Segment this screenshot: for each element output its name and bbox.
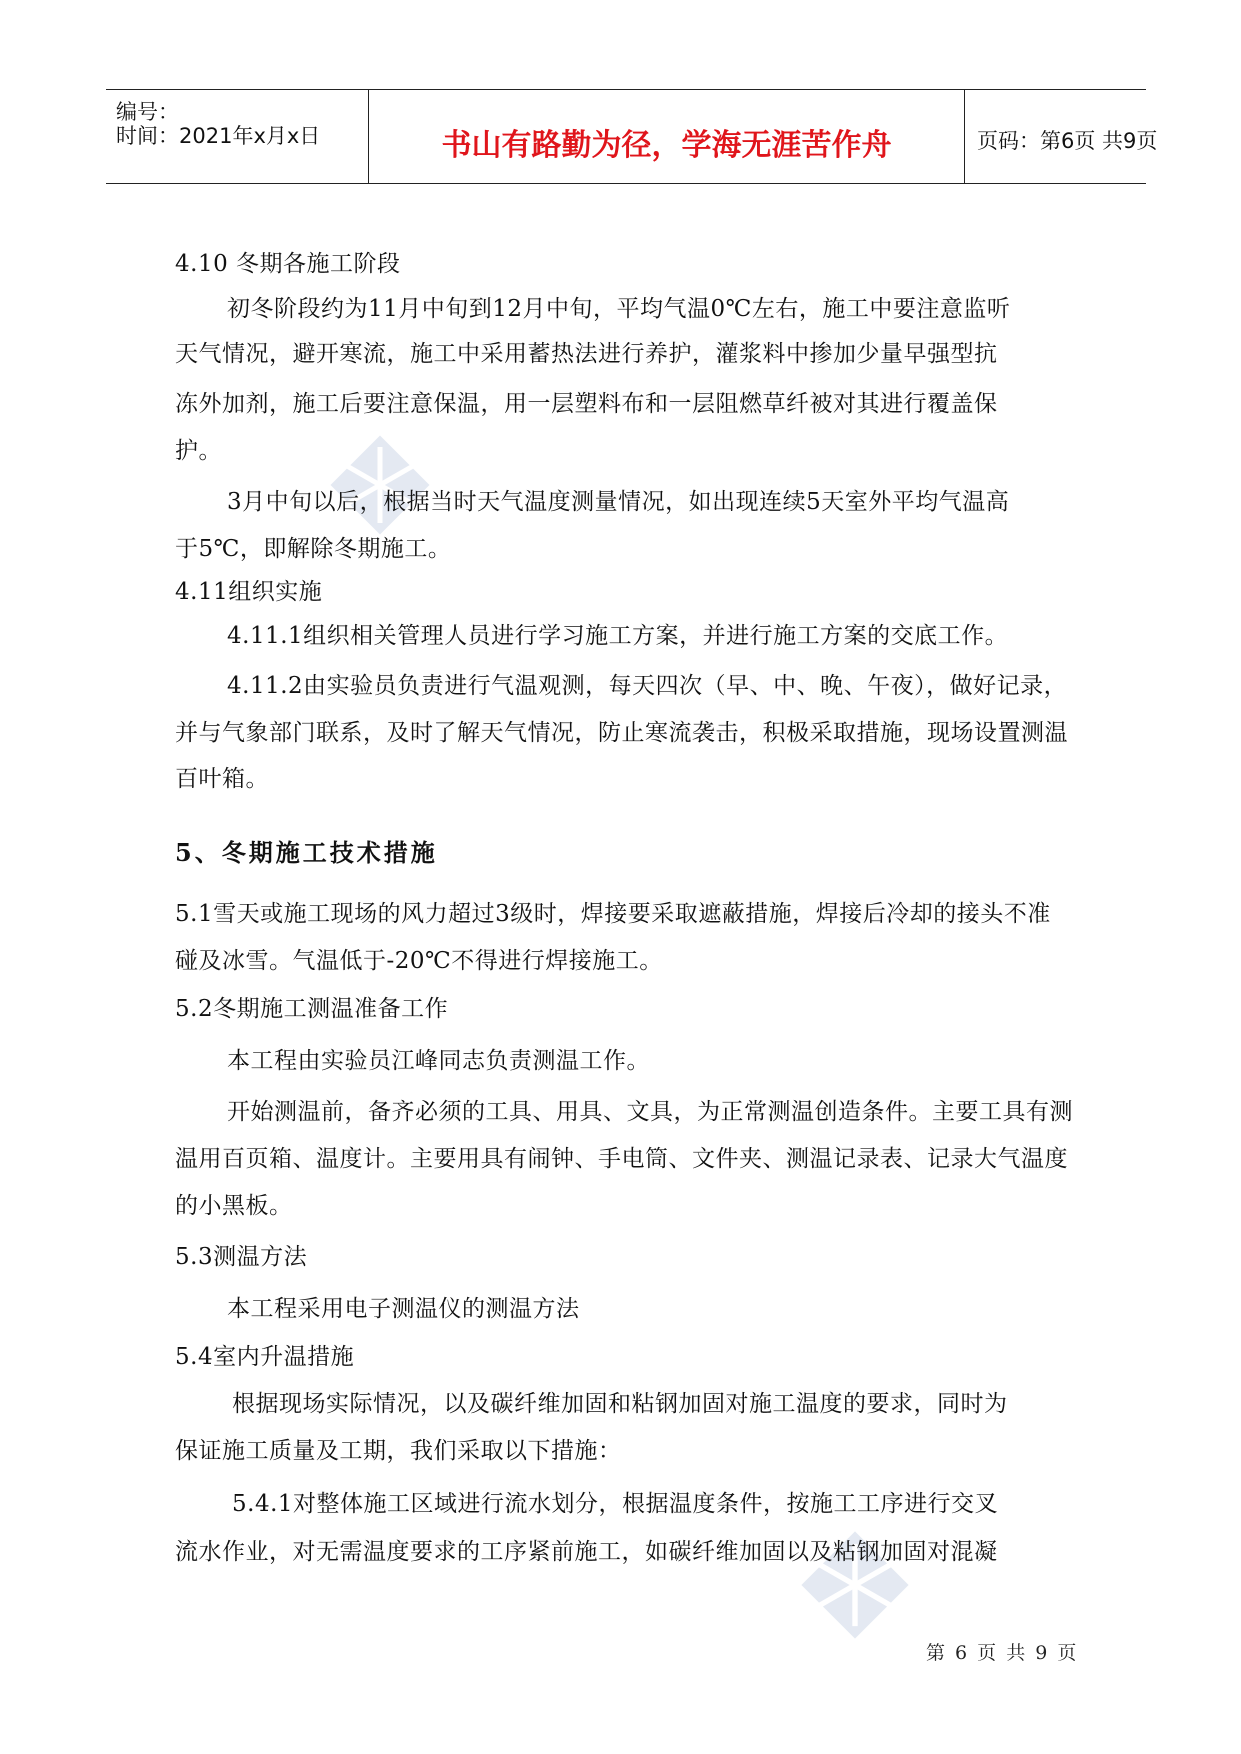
paragraph-line: 护。 xyxy=(175,438,222,464)
paragraph-line: 本工程采用电子测温仪的测温方法 xyxy=(227,1296,580,1322)
paragraph-line: 根据现场实际情况，以及碳纤维加固和粘钢加固对施工温度的要求，同时为 xyxy=(232,1391,1008,1417)
section-heading-5: 5、冬期施工技术措施 xyxy=(175,838,438,867)
paragraph-line: 于5℃，即解除冬期施工。 xyxy=(175,536,452,562)
header-page-label: 页码：第6页 共9页 xyxy=(977,129,1158,153)
paragraph-line: 的小黑板。 xyxy=(175,1193,293,1219)
paragraph-line: 流水作业，对无需温度要求的工序紧前施工，如碳纤维加固以及粘钢加固对混凝 xyxy=(175,1539,998,1565)
paragraph-line: 5.4.1对整体施工区域进行流水划分，根据温度条件，按施工工序进行交叉 xyxy=(232,1491,999,1517)
paragraph-line: 初冬阶段约为11月中旬到12月中旬，平均气温0℃左右，施工中要注意监听 xyxy=(227,296,1011,322)
header-page-cell xyxy=(965,90,1158,183)
paragraph-line: 5.1雪天或施工现场的风力超过3级时，焊接要采取遮蔽措施，焊接后冷却的接头不准 xyxy=(175,901,1051,927)
paragraph-line: 天气情况，避开寒流，施工中采用蓄热法进行养护，灌浆料中掺加少量早强型抗 xyxy=(175,341,998,367)
paragraph-line: 碰及冰雪。气温低于-20℃不得进行焊接施工。 xyxy=(175,948,663,974)
document-time-label: 时间：2021年x月x日 xyxy=(116,124,321,148)
paragraph-line: 百叶箱。 xyxy=(175,766,269,792)
paragraph-line: 开始测温前，备齐必须的工具、用具、文具，为正常测温创造条件。主要工具有测 xyxy=(227,1099,1073,1125)
paragraph-line: 4.11.2由实验员负责进行气温观测，每天四次（早、中、晚、午夜），做好记录， xyxy=(227,673,1068,699)
section-heading-5-2: 5.2冬期施工测温准备工作 xyxy=(175,996,449,1022)
paragraph-line: 3月中旬以后，根据当时天气温度测量情况，如出现连续5天室外平均气温高 xyxy=(227,489,1010,515)
page-footer: 第 6 页 共 9 页 xyxy=(926,1642,1079,1664)
document-number-label: 编号： xyxy=(116,100,179,124)
section-heading-5-3: 5.3测温方法 xyxy=(175,1244,308,1270)
paragraph-line: 本工程由实验员江峰同志负责测温工作。 xyxy=(227,1048,650,1074)
paragraph-line: 4.11.1组织相关管理人员进行学习施工方案，并进行施工方案的交底工作。 xyxy=(227,623,1009,649)
paragraph-line: 温用百页箱、温度计。主要用具有闹钟、手电筒、文件夹、测温记录表、记录大气温度 xyxy=(175,1146,1068,1172)
paragraph-line: 保证施工质量及工期，我们采取以下措施： xyxy=(175,1438,622,1464)
document-header xyxy=(106,89,1158,184)
header-motto: 书山有路勤为径，学海无涯苦作舟 xyxy=(441,128,892,163)
header-meta-cell xyxy=(106,90,369,183)
paragraph-line: 并与气象部门联系，及时了解天气情况，防止寒流袭击，积极采取措施，现场设置测温 xyxy=(175,720,1068,746)
header-motto-cell xyxy=(369,90,965,183)
section-heading-4-10: 4.10 冬期各施工阶段 xyxy=(175,251,401,277)
section-heading-5-4: 5.4室内升温措施 xyxy=(175,1344,355,1370)
paragraph-line: 冻外加剂，施工后要注意保温，用一层塑料布和一层阻燃草纤被对其进行覆盖保 xyxy=(175,391,998,417)
section-heading-4-11: 4.11组织实施 xyxy=(175,579,323,605)
